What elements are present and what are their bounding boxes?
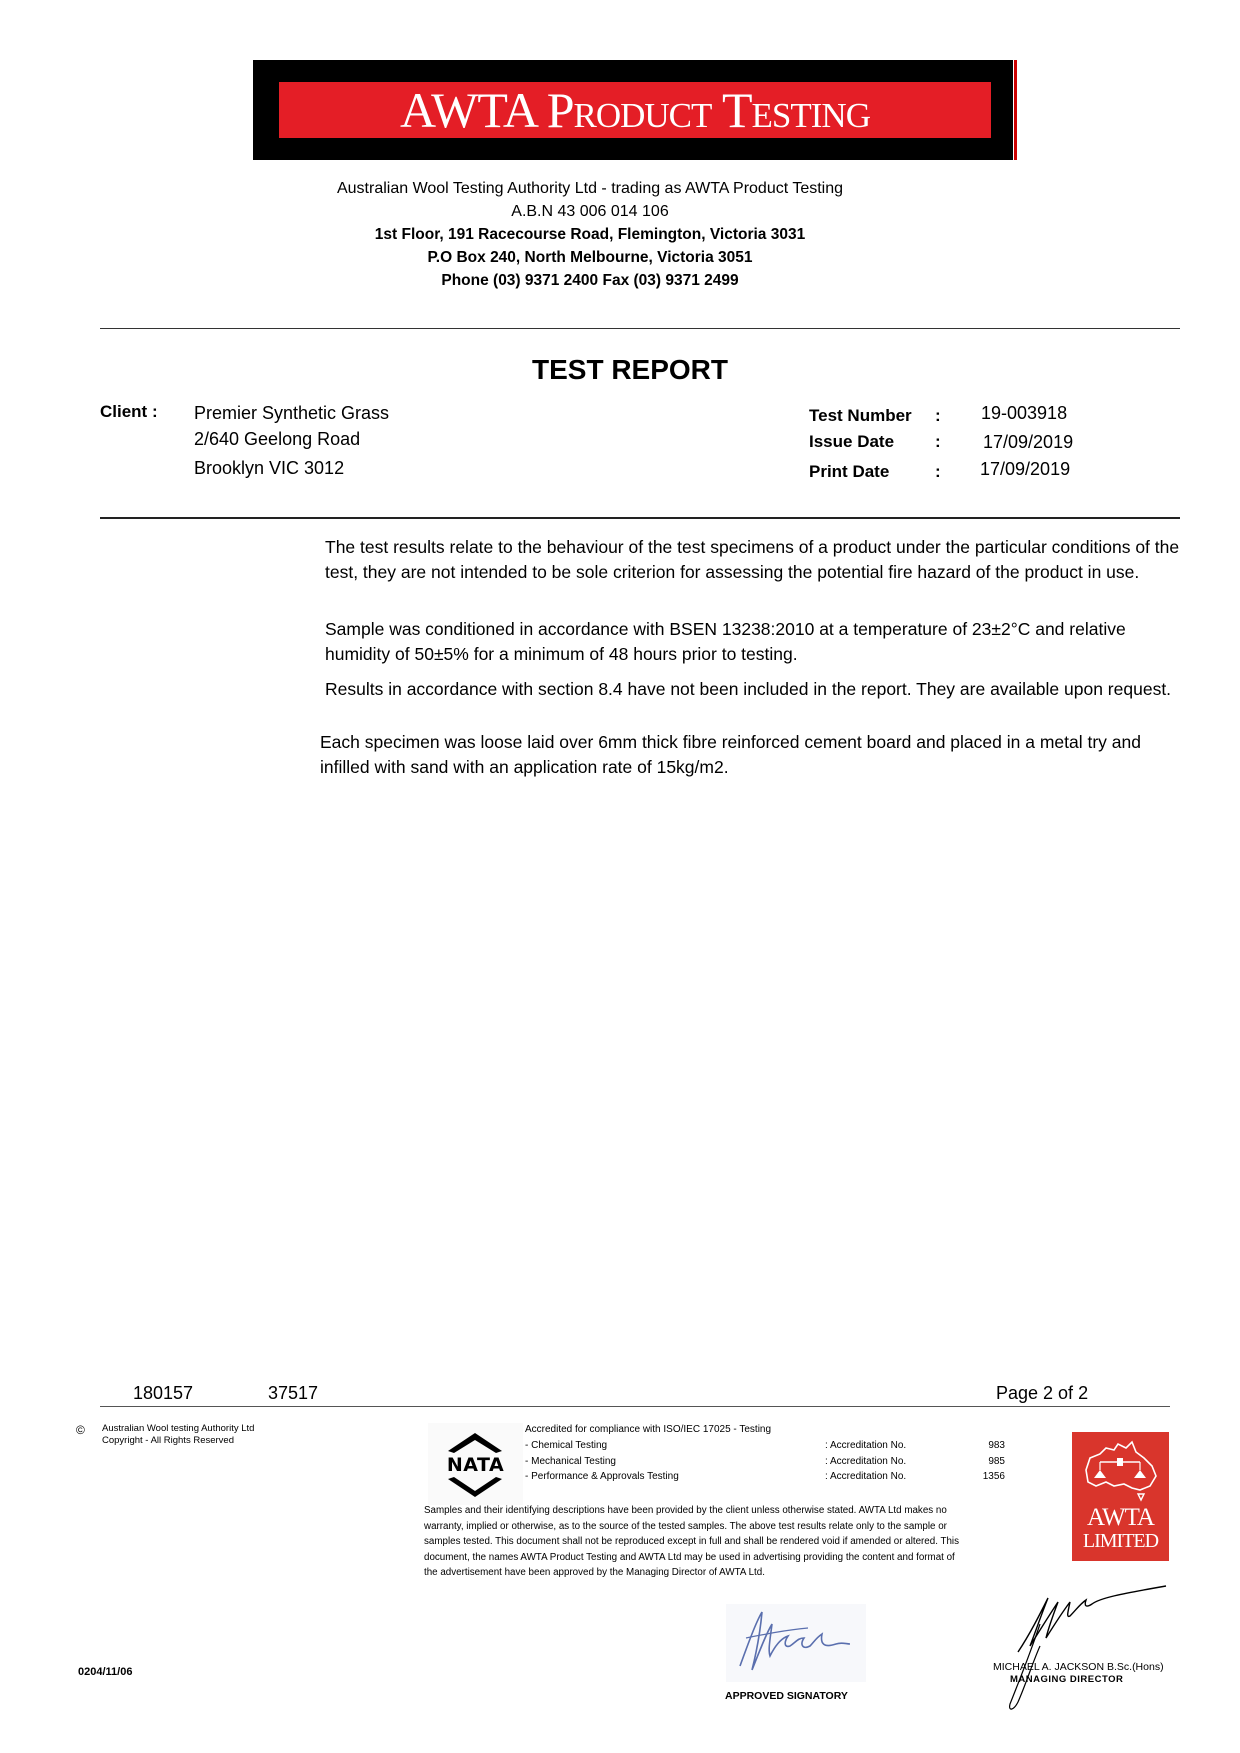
signature-scribble-icon <box>726 1604 866 1682</box>
accreditation-field: - Performance & Approvals Testing <box>525 1471 679 1482</box>
page-number: Page 2 of 2 <box>996 1383 1089 1403</box>
awta-product-testing-logo <box>253 60 1013 160</box>
accreditation-label: : Accreditation No. <box>825 1471 907 1482</box>
paragraph-results-note: Results in accordance with section 8.4 have not been included in the report. They are available upon request. <box>325 679 1172 699</box>
awta-limited-line-1: AWTA <box>1087 1504 1154 1531</box>
paragraph-specimen-setup: Each specimen was loose laid over 6mm thick fibre reinforced cement board and placed in a metal try and infilled with sand with an application rate of 15kg/m2. <box>320 732 1141 777</box>
director-title: MANAGING DIRECTOR <box>1010 1674 1124 1685</box>
copyright-line-1: Australian Wool testing Authority Ltd <box>102 1423 255 1434</box>
accreditation-number: 983 <box>988 1440 1005 1451</box>
logo-edge <box>1014 60 1017 160</box>
accreditation-label: : Accreditation No. <box>825 1440 907 1451</box>
footer-ref-2: 37517 <box>268 1383 319 1403</box>
company-phone-fax: Phone (03) 9371 2400 Fax (03) 9371 2499 <box>441 272 739 289</box>
report-title: TEST REPORT <box>531 354 728 385</box>
nata-heading: Accredited for compliance with ISO/IEC 17025 - Testing <box>525 1424 772 1435</box>
accreditation-number: 1356 <box>982 1471 1005 1482</box>
logo-banner <box>279 82 991 138</box>
header-divider <box>100 328 1180 329</box>
accreditation-row <box>525 1469 1005 1485</box>
copyright-icon: © <box>76 1423 85 1437</box>
copyright-text <box>102 1423 302 1447</box>
issue-date-sep: : <box>935 432 941 451</box>
client-name: Premier Synthetic Grass <box>194 403 390 423</box>
test-number-sep: : <box>935 406 941 425</box>
paragraph-scope: The test results relate to the behaviour of the test specimens of a product under the particular conditions of the test, they are not intended to be sole criterion for assessing the potential fire hazard of the product in use. <box>325 537 1180 582</box>
client-divider <box>100 517 1180 519</box>
company-abn: A.B.N 43 006 014 106 <box>511 203 669 220</box>
client-address-2: Brooklyn VIC 3012 <box>194 458 345 478</box>
test-number-label: Test Number <box>809 406 912 425</box>
footer-divider <box>100 1406 1170 1407</box>
director-name: MICHAEL A. JACKSON B.Sc.(Hons) <box>993 1661 1164 1673</box>
company-address: 1st Floor, 191 Racecourse Road, Flemington, Victoria 3031 <box>374 226 806 243</box>
logo-text: AWTA Product Testing <box>400 82 870 138</box>
director-signature-icon <box>1000 1584 1170 1714</box>
australia-scales-icon <box>1080 1440 1161 1504</box>
awta-limited-logo <box>1072 1432 1169 1561</box>
accreditation-field: - Chemical Testing <box>525 1440 608 1451</box>
print-date-value: 17/09/2019 <box>980 459 1071 479</box>
issue-date-label: Issue Date <box>809 432 895 451</box>
paragraph-conditioning: Sample was conditioned in accordance with BSEN 13238:2010 at a temperature of 23±2°C and relative humidity of 50±5% for a minimum of 48 hours prior to testing. <box>325 619 1126 664</box>
print-date-sep: : <box>935 462 941 481</box>
accreditation-number: 985 <box>988 1455 1005 1467</box>
nata-logo-text: NATA <box>446 1454 505 1476</box>
company-po-box: P.O Box 240, North Melbourne, Victoria 3051 <box>427 249 753 266</box>
accreditation-label: : Accreditation No. <box>825 1455 907 1467</box>
awta-limited-line-2: LIMITED <box>1082 1530 1159 1552</box>
footer-ref-1: 180157 <box>133 1383 194 1403</box>
nata-logo <box>428 1423 523 1505</box>
client-label: Client : <box>100 402 158 421</box>
issue-date-value: 17/09/2019 <box>983 432 1074 452</box>
accreditation-row <box>525 1438 1005 1454</box>
form-code: 0204/11/06 <box>78 1666 133 1678</box>
disclaimer-text: Samples and their identifying descriptions have been provided by the client unless otherwise stated. AWTA Ltd makes no warranty, implied or otherwise, as to the source of the tested samples. The above test results relate only to the sample or samples tested. This document shall not be reproduced except in full and shall be rendered void if amended or altered. This document, the names AWTA Product Testing and AWTA Ltd may be used in advertising providing the content and format of the advertisement have been approved by the Managing Director of AWTA Ltd. <box>424 1505 959 1579</box>
accreditation-row <box>525 1454 1005 1470</box>
company-name: Australian Wool Testing Authority Ltd - trading as AWTA Product Testing <box>336 180 844 197</box>
accreditation-list <box>525 1438 1005 1485</box>
copyright-line-2: Copyright - All Rights Reserved <box>102 1435 234 1446</box>
test-number-value: 19-003918 <box>981 403 1068 423</box>
approved-signature <box>726 1604 866 1682</box>
client-address-1: 2/640 Geelong Road <box>194 429 361 449</box>
approved-signatory-label: APPROVED SIGNATORY <box>725 1690 848 1702</box>
accreditation-field: - Mechanical Testing <box>525 1455 616 1467</box>
print-date-label: Print Date <box>809 462 890 481</box>
